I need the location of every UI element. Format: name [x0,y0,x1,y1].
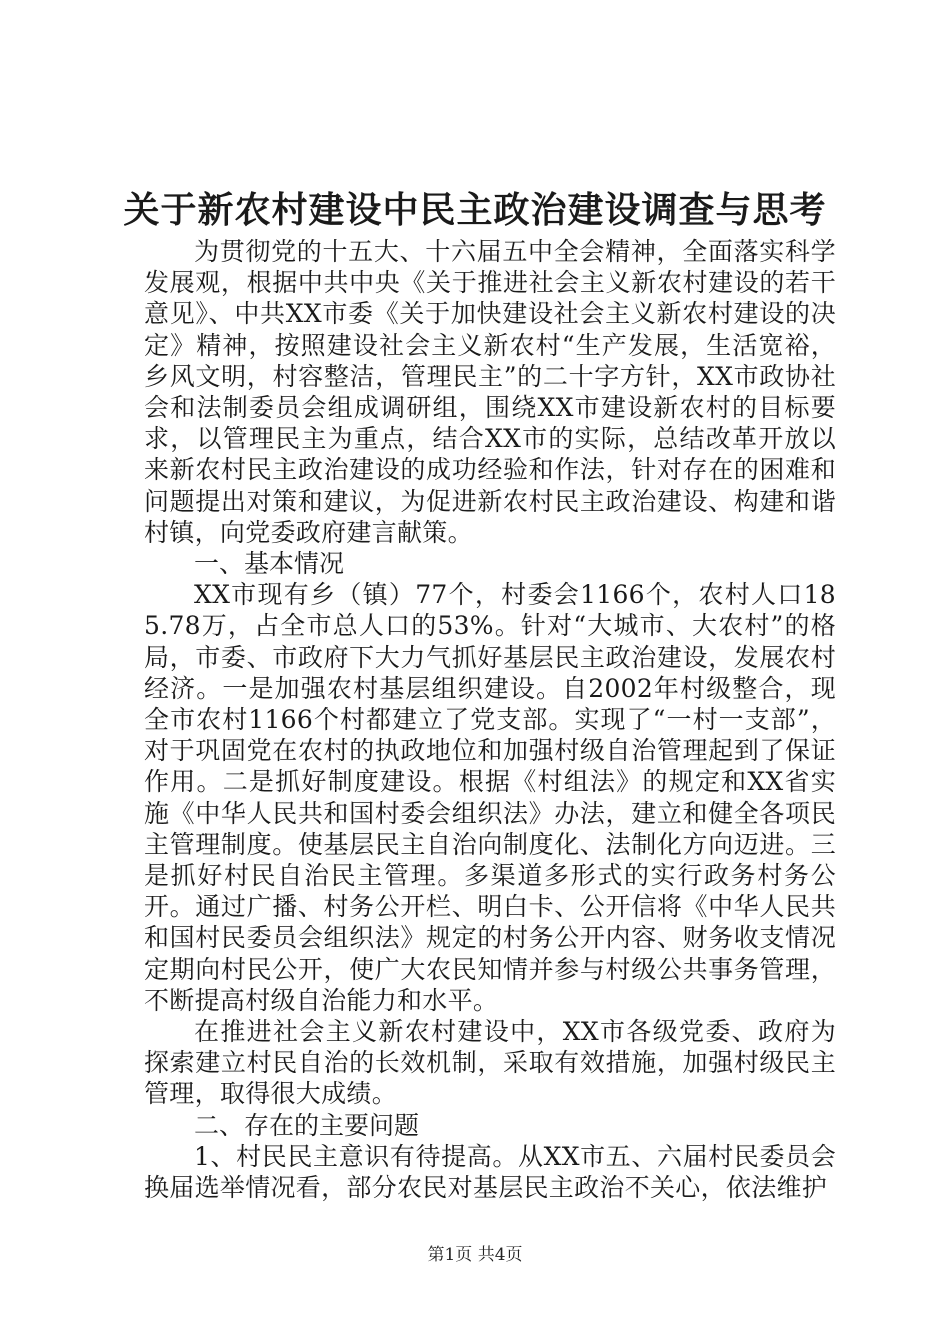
basic-situation-paragraph: XX市现有乡（镇）77个，村委会1166个，农村人口185.78万，占全市总人口的53%。针对“大城市、大农村”的格局，市委、市政府下大力气抓好基层民主政治建设，发展农村经济。一是加强农村基层组织建设。自2002年村级整合，现全市农村1166个村都建立了党支部。实现了“一村一支部”，对于巩固党在农村的执政地位和加强村级自治管理起到了保证作用。二是抓好制度建设。根据《村组法》的规定和XX省实施《中华人民共和国村委会组织法》办法，建立和健全各项民主管理制度。使基层民主自治向制度化、法制化方向迈进。三是抓好村民自治民主管理。多渠道多形式的实行政务村务公开。通过广播、村务公开栏、明白卡、公开信将《中华人民共和国村民委员会组织法》规定的村务公开内容、财务收支情况定期向村民公开，使广大农民知情并参与村级公共事务管理，不断提高村级自治能力和水平。 [144,580,836,1015]
problem-paragraph-1: 1、村民民主意识有待提高。从XX市五、六届村民委员会换届选举情况看，部分农民对基层民主政治不关心，依法维护 [144,1141,836,1203]
document-title: 关于新农村建设中民主政治建设调查与思考 [123,189,827,231]
intro-paragraph: 为贯彻党的十五大、十六届五中全会精神，全面落实科学发展观，根据中共中央《关于推进社会主义新农村建设的若干意见》、中共XX市委《关于加快建设社会主义新农村建设的决定》精神，按照建设社会主义新农村“生产发展，生活宽裕，乡风文明，村容整洁，管理民主”的二十字方针，XX市政协社会和法制委员会组成调研组，围绕XX市建设新农村的目标要求，以管理民主为重点，结合XX市的实际，总结改革开放以来新农村民主政治建设的成功经验和作法，针对存在的困难和问题提出对策和建议，为促进新农村民主政治建设、构建和谐村镇，向党委政府建言献策。 [144,237,836,547]
document-body [144,236,836,1203]
page-footer: 第1页 共4页 [427,1245,523,1265]
achievement-paragraph: 在推进社会主义新农村建设中，XX市各级党委、政府为探索建立村民自治的长效机制，采取有效措施，加强村级民主管理，取得很大成绩。 [144,1017,836,1109]
section-heading-basic: 一、基本情况 [194,549,345,579]
section-heading-problems: 二、存在的主要问题 [194,1110,420,1140]
